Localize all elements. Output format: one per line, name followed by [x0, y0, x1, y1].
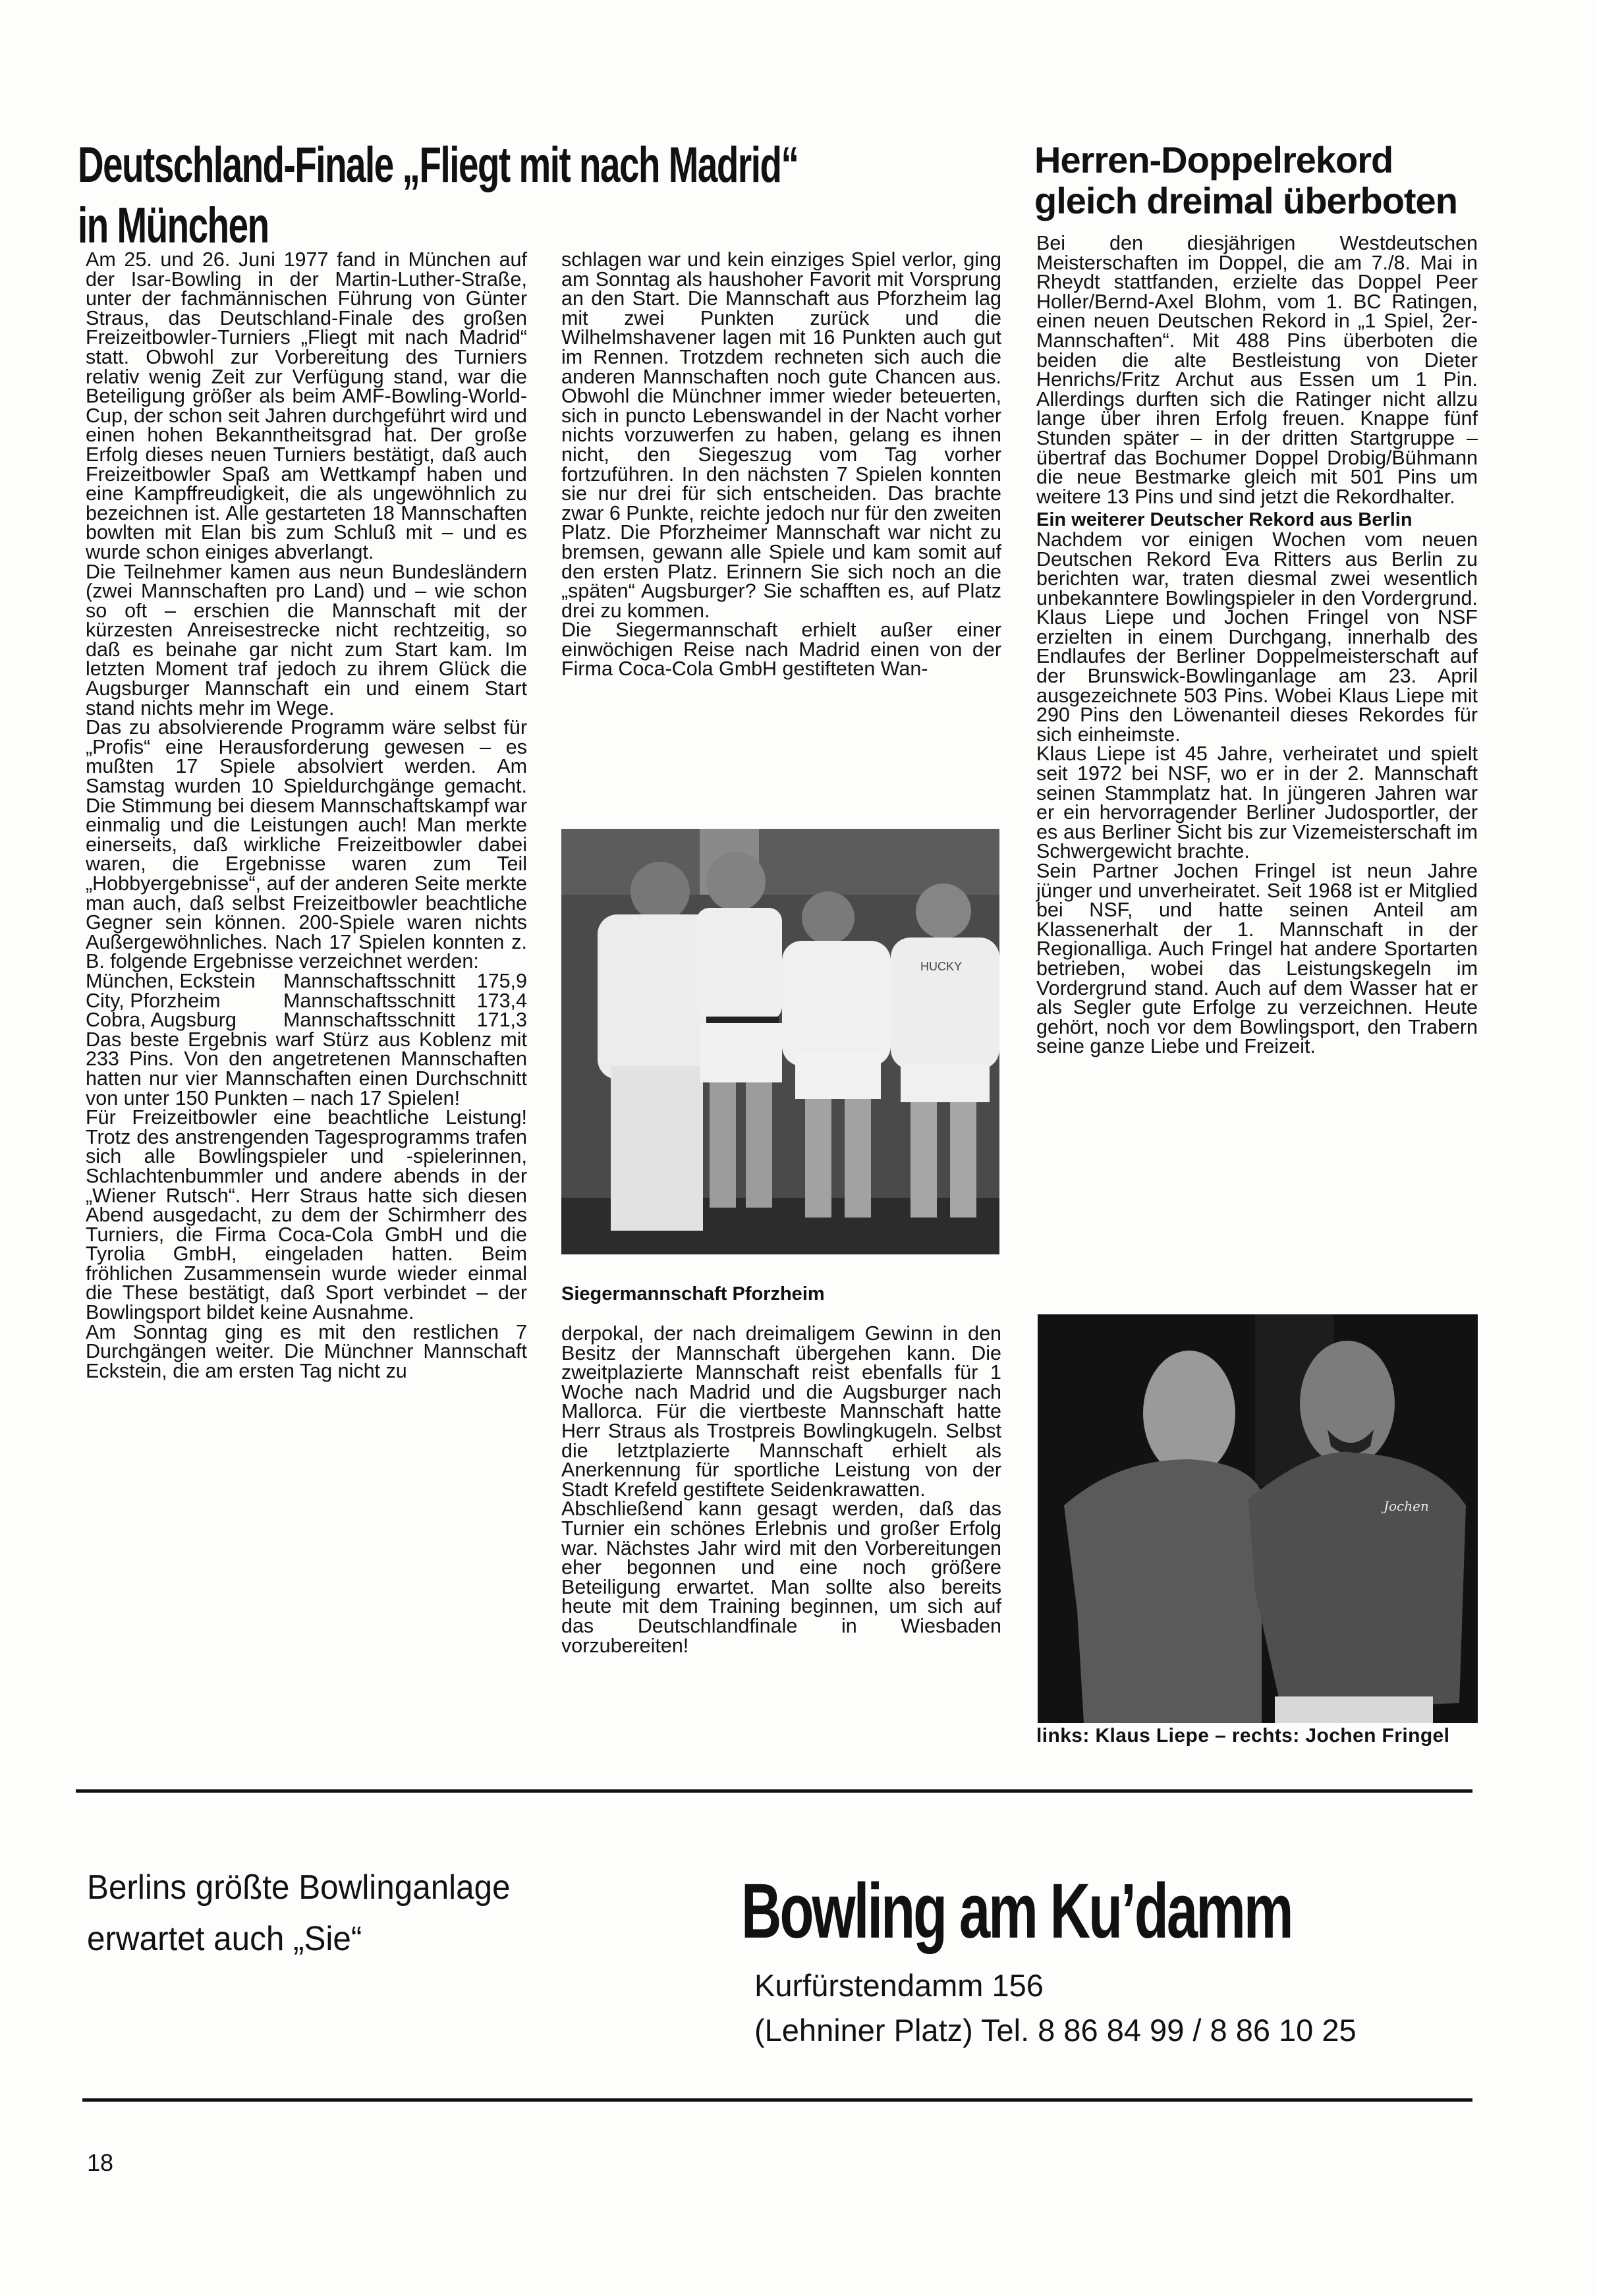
result-value: 175,9	[476, 969, 527, 992]
ad-top-rule	[76, 1789, 1472, 1793]
article-paragraph: Das beste Ergebnis warf Stürz aus Koblenz mit 233 Pins. Von den angetretenen Mannschaften hatten nur vier Mannschaften einen Durchschnitt von unter 150 Punkten – nach 17 Spielen!	[86, 1028, 527, 1109]
column-1-paragraphs-after-results	[86, 1030, 527, 1382]
photo-liepe-fringel	[1038, 1314, 1478, 1723]
article-paragraph: Für Freizeitbowler eine beachtliche Leistung! Trotz des anstrengenden Tagesprogramms trafen sich alle Bowlingspieler und -spielerinnen, Schlachtenbummler und andere abends in der „Wiener Rutsch“. Herr Straus hatte sich diesen Abend ausgedacht, zu dem der Schirmherr des Turniers, die Firma Coca-Cola GmbH und die Tyrolia GmbH, eingeladen hatten. Beim fröhlichen Zusammensein wurde wieder einmal die These bestätigt, daß Sport verbindet – der Bowlingsport bildet keine Ausnahme.	[86, 1106, 527, 1324]
main-article-column-2-bottom	[561, 1324, 1001, 1656]
portrait-photo-illustration	[1038, 1314, 1478, 1723]
article-paragraph: Klaus Liepe ist 45 Jahre, verheiratet und spielt seit 1972 bei NSF, wo er in der 2. Mannschaft seinen Stammplatz hat. In jüngeren Jahren war er ein hervorragender Berliner Judosportler, der es aus Berliner Sicht bis zur Vizemeisterschaft im Schwergewicht brachte.	[1036, 742, 1478, 863]
page-number: 18	[87, 2149, 114, 2176]
right-headline-line-1: Herren-Doppelrekord	[1034, 139, 1393, 181]
result-value: 173,4	[476, 989, 527, 1012]
result-row	[86, 1011, 527, 1030]
result-label: Mannschaftsschnitt	[283, 989, 456, 1012]
main-article-headline	[78, 135, 798, 256]
result-row	[86, 969, 527, 992]
team-photo-illustration	[561, 829, 999, 1254]
right-headline-line-2: gleich dreimal überboten	[1034, 180, 1457, 221]
article-paragraph: Abschließend kann gesagt werden, daß das Turnier ein schönes Erlebnis und großer Erfolg war. Nächstes Jahr wird mit den Vorbereitungen eher begonnen und eine noch größere Beteiligung erwartet. Man sollte also bereits heute mit dem Training beginnen, um sich auf das Deutschlandfinale in Wiesbaden vorzubereiten!	[561, 1498, 1001, 1657]
right-article-body	[1036, 234, 1478, 1057]
result-label: Mannschaftsschnitt	[283, 1009, 456, 1032]
article-paragraph: Nachdem vor einigen Wochen vom neuen Deutschen Rekord Eva Ritters aus Berlin zu berichten war, traten diesmal zwei wesentlich unbekanntere Bowlingspieler in den Vordergrund. Klaus Liepe und Jochen Fringel von NSF erzielten in einem Durchgang, innerhalb des Endlaufes der Berliner Doppelmeisterschaft auf der Brunswick-Bowlinganlage am 23. April ausgezeichnete 503 Pins. Wobei Klaus Liepe mit 290 Pins den Löwenanteil dieses Rekordes für sich einheimste.	[1036, 528, 1478, 746]
main-headline-line-2: in München	[78, 198, 269, 254]
ad-bottom-rule	[82, 2098, 1472, 2102]
right-article-subheading: Ein weiterer Deutscher Rekord aus Berlin	[1036, 509, 1413, 531]
shirt-print-text: HUCKY	[920, 960, 963, 973]
article-paragraph: Die Siegermannschaft erhielt außer einer einwöchigen Reise nach Madrid einen von der Firma Coca-Cola GmbH gestifteten Wan-	[561, 619, 1001, 681]
article-paragraph: Sein Partner Jochen Fringel ist neun Jahre jünger und unverheiratet. Seit 1968 ist er Mitglied bei NSF, und hatte seinen Anteil am Klassenerhalt der 1. Mannschaft in der Regionalliga. Auch Fringel hat andere Sportarten betrieben, wobei das Leistungskegeln im Vordergrund stand. Auch auf dem Wasser hat er als Segler gute Erfolge zu verzeichnen. Heute gehört, noch vor dem Bowlingsport, den Trabern seine ganze Liebe und Freizeit.	[1036, 860, 1478, 1058]
article-paragraph: schlagen war und kein einziges Spiel verlor, ging am Sonntag als haushoher Favorit mit Vorsprung an den Start. Die Mannschaft aus Pforzheim lag mit zwei Punkten zurück und die Wilhelmshavener lagen mit 16 Punkten auch gut im Rennen. Trotzdem rechneten sich auch die anderen Mannschaften noch gute Chancen aus. Obwohl die Münchner immer wieder beteuerten, sich in puncto Lebenswandel in der Nacht vorher nichts vorzuwerfen zu haben, gelang es ihnen nicht, den Siegeszug vom Tag vorher fortzuführen. In den nächsten 7 Spielen konnten sie nur drei für sich entscheiden. Das brachte zwar 6 Punkte, reichte jedoch nur für den zweiten Platz. Die Pforzheimer Mannschaft war nicht zu bremsen, gewann alle Spiele und kam somit auf den ersten Platz. Erinnern Sie sich noch an die „späten“ Augsburger? Sie schafften es, auf Platz drei zu kommen.	[561, 248, 1001, 622]
right-article-headline	[1034, 140, 1496, 221]
ad-address-line-1: Kurfürstendamm 156	[754, 1968, 1044, 2003]
result-team: Cobra, Augsburg	[86, 1009, 237, 1032]
ad-brand-name: Bowling am Ku’damm	[741, 1868, 1292, 1955]
main-article-column-2-top	[561, 250, 1001, 679]
result-row	[86, 989, 527, 1012]
results-table	[86, 969, 527, 1032]
right-article-paragraphs-2	[1036, 530, 1478, 1057]
result-value: 171,3	[476, 1009, 527, 1032]
result-label: Mannschaftsschnitt	[283, 969, 456, 992]
article-paragraph: derpokal, der nach dreimaligem Gewinn in den Besitz der Mannschaft übergehen kann. Die zweitplazierte Mannschaft reist ebenfalls für 1 Woche nach Madrid und die Augsburger nach Mallorca. Für die viertbeste Mannschaft hatte Herr Straus als Trostpreis Bowlingkugeln. Selbst die letztplazierte Mannschaft erhielt als Anerkennung für sportliche Leistung von der Stadt Krefeld gestiftete Seidenkrawatten.	[561, 1322, 1001, 1501]
article-paragraph: Am 25. und 26. Juni 1977 fand in München auf der Isar-Bowling in der Martin-Luther-Straße, unter der fachmännischen Führung von Günter Straus, das Deutschland-Finale des großen Freizeitbowler-Turniers „Fliegt mit nach Madrid“ statt. Obwohl zur Vorbereitung des Turniers relativ wenig Zeit zur Verfügung stand, war die Beteiligung größer als beim AMF-Bowling-World-Cup, der schon seit Jahren durchgeführt wird und einen hohen Bekanntheitsgrad hat. Der große Erfolg dieses neuen Turniers bestätigt, daß auch Freizeitbowler Spaß am Wettkampf haben und eine Kampffreudigkeit, die als ungewöhnlich zu bezeichnen ist. Alle gestarteten 18 Mannschaften bowlten mit Elan bis zum Schluß mit – und es wurde schon einiges abverlangt.	[86, 248, 527, 563]
team-photo-pforzheim	[561, 829, 999, 1254]
main-headline-line-1: Deutschland-Finale „Fliegt mit nach Madrid“	[78, 137, 798, 193]
team-photo-caption: Siegermannschaft Pforzheim	[561, 1283, 825, 1304]
ad-tagline-line-1: Berlins größte Bowlinganlage	[87, 1868, 511, 1907]
article-paragraph: Das zu absolvierende Programm wäre selbst für „Profis“ eine Herausforderung gewesen – es mußten 17 Spiele absolviert werden. Am Samstag wurden 10 Spieldurchgänge gemacht. Die Stimmung bei diesem Mannschaftskampf war einmalig und die Leistungen auch! Man merkte einerseits, daß wirkliche Freizeitbowler dabei waren, die Ergebnisse waren zum Teil „Hobbyergebnisse“, auf der anderen Seite merkte man auch, daß selbst Freizeitbowler beachtliche Gegner sein können. 200-Spiele waren nichts Außergewöhnliches. Nach 17 Spielen konnten z. B. folgende Ergebnisse verzeichnet werden:	[86, 716, 527, 973]
result-team: City, Pforzheim	[86, 989, 221, 1012]
article-paragraph: Die Teilnehmer kamen aus neun Bundesländern (zwei Mannschaften pro Land) und – wie schon so oft – erschien die Mannschaft mit der kürzesten Anreisestrecke nicht rechtzeitig, so daß es beinahe gar nicht zum Start kam. Im letzten Moment traf jedoch zu ihrem Glück die Augsburger Mannschaft ein und einem Start stand nichts mehr im Wege.	[86, 560, 527, 719]
ad-tagline-line-2: erwartet auch „Sie“	[87, 1920, 362, 1958]
shirt-name-text: Jochen	[1384, 1498, 1429, 1514]
ad-address	[754, 1963, 1357, 2053]
ad-tagline	[87, 1862, 511, 1965]
main-article-column-1	[86, 250, 527, 1381]
right-article-paragraphs-1	[1036, 234, 1478, 507]
result-team: München, Eckstein	[86, 969, 256, 992]
article-paragraph: Am Sonntag ging es mit den restlichen 7 Durchgängen weiter. Die Münchner Mannschaft Eckstein, die am ersten Tag nicht zu	[86, 1320, 527, 1382]
column-1-paragraphs	[86, 250, 527, 972]
article-paragraph: Bei den diesjährigen Westdeutschen Meisterschaften im Doppel, die am 7./8. Mai in Rheydt stattfanden, erzielte das Doppel Peer Holler/Bernd-Axel Blohm, vom 1. BC Ratingen, einen neuen Deutschen Rekord in „1 Spiel, 2er-Mannschaften“. Mit 488 Pins überboten die beiden die alte Bestleistung von Dieter Henrichs/Fritz Archut aus Essen um 1 Pin. Allerdings durften sich die Ratinger nicht allzu lange über ihren Erfolg freuen. Knappe fünf Stunden später – in der dritten Startgruppe – übertraf das Bochumer Doppel Drobig/Bühmann die neue Bestmarke gleich mit 501 Pins um weitere 13 Pins und sind jetzt die Rekordhalter.	[1036, 232, 1478, 508]
portrait-photo-caption: links: Klaus Liepe – rechts: Jochen Fringel	[1036, 1725, 1450, 1747]
ad-address-line-2: (Lehniner Platz) Tel. 8 86 84 99 / 8 86 10 25	[754, 2013, 1357, 2048]
